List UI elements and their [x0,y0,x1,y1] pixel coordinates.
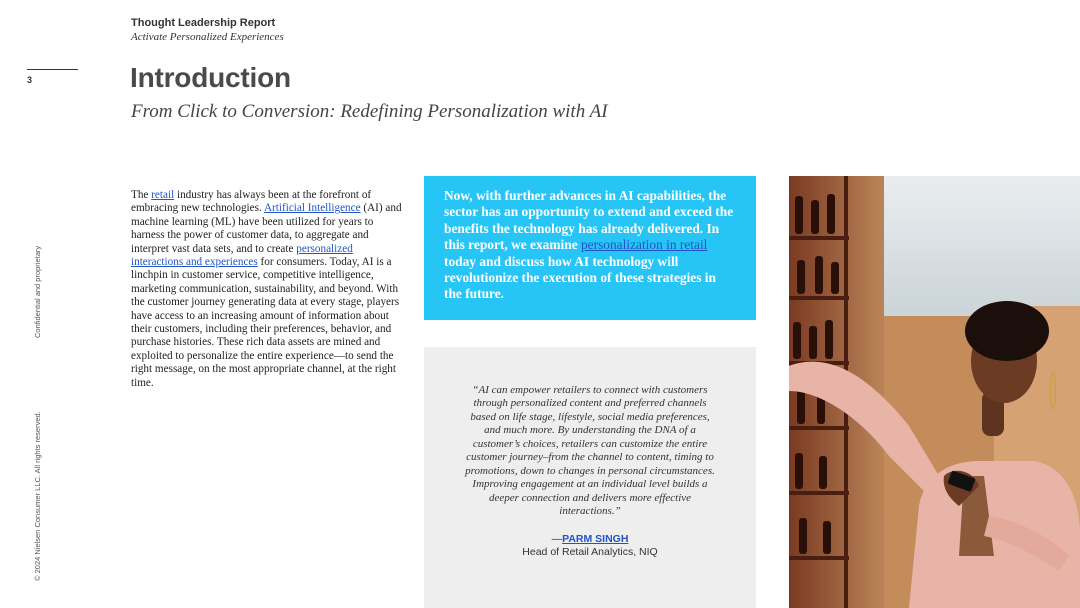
personalization-in-retail-link[interactable]: personalization in retail [580,237,708,253]
intro-body-text [131,189,403,390]
page-number: 3 [27,75,33,85]
quote-text: “AI can empower retailers to connect with customers through personalized content and preferred channels based on life stage, lifestyle, social media preferences, and much more. By understanding the DNA of a customer’s choices, retailers can customize the entire customer journey–from the channel to content, timing to promotions, down to changes in personal circumstances. Improving engagement at an individual level builds a deeper connection and delivers more effective interactions.” [465,384,715,518]
retail-link[interactable]: retail [151,189,175,201]
personalized-interactions-link[interactable]: personalized interactions and experiences [131,242,353,269]
page-subtitle: From Click to Conversion: Redefining Personalization with AI [131,101,608,122]
quote-attribution [464,533,716,560]
quote-author-role: Head of Retail Analytics, NIQ [522,546,658,559]
body-text-segment: for consumers. Today, AI is a linchpin in customer service, competitive intelligence, marketing communication, sustainability, and beyond. With the customer journey generating data at every stage, players have access to an increasing amount of information about their customers, including their preferences, behavior, and purchase histories. These rich data assets are mined and exploited to personalize the entire experience—to send the right message, on the most appropriate channel, at the right time. [131,256,400,389]
body-text-segment: industry has always been at the forefront of embracing new technologies. [131,189,372,215]
body-text-segment: (AI) and machine learning (ML) have been utilized for years to harness the power of customer data, to aggregate and interpret vast data sets, and to create [131,202,402,255]
report-subtitle: Activate Personalized Experiences [131,31,284,43]
retail-shopper-photo [789,176,1080,608]
highlight-text [444,188,736,303]
quote-callout [424,347,756,608]
page-number-rule [27,69,78,70]
report-label: Thought Leadership Report [131,17,276,29]
confidential-note: Confidential and proprietary [33,245,42,338]
quote-author-link[interactable]: PARM SINGH [562,532,629,545]
highlight-callout [424,176,756,320]
page-title: Introduction [130,62,291,93]
highlight-text-segment: today and discuss how AI technology will revolutionize the execution of these strategies in the future. [444,253,716,302]
artificial-intelligence-link[interactable]: Artificial Intelligence [263,202,361,215]
attribution-dash: — [551,532,563,545]
highlight-text-segment: Now, with further advances in AI capabilities, the sector has an opportunity to extend and exceed the benefits the technology has already delivered. In this report, we examine [444,188,734,253]
body-text-segment: The [131,189,152,201]
copyright-note: © 2024 Nielsen Consumer LLC. All rights reserved. [33,411,42,581]
